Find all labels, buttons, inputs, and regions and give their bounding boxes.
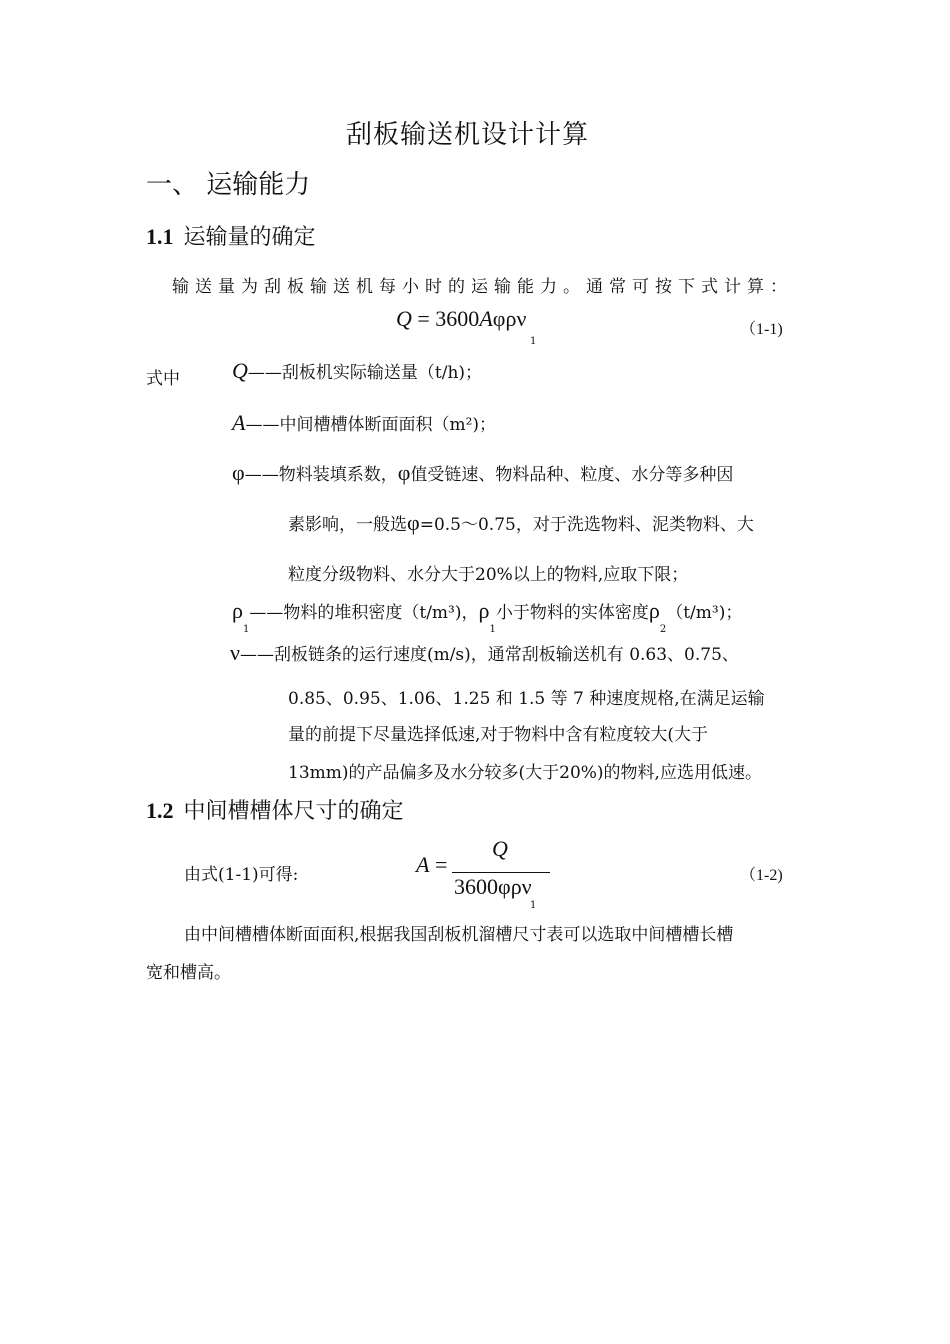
def-Q-symbol: Q [232,358,248,383]
subsection-1-2 [146,794,404,825]
def-phi-line1 [232,460,733,486]
def-phi-line2-b: =0.5～0.75，对于洗选物料、泥类物料、大 [419,515,754,535]
def-v-line2: 0.85、0.95、1.06、1.25 和 1.5 等 7 种速度规格,在满足运输 [288,689,765,709]
eq2-subscript: 1 [530,900,537,911]
def-phi-text-b: 值受链速、物料品种、粒度、水分等多种因 [410,465,734,485]
eq2-equals: = [429,852,448,877]
def-phi-line2-a: 素影响，一般选 [288,515,407,535]
def-rho-sub-2: 1 [489,624,496,635]
eq2-lead-text: 由式(1-1)可得: [184,865,299,885]
def-rho-sub-3: 2 [659,624,667,635]
def-Q-text: ——刮板机实际输送量（t/h)； [247,363,483,383]
equation-number-1-1: （1-1) [740,321,783,338]
def-rho-text-b: 小于物料的实体密度 [495,603,649,623]
def-phi-line3: 粒度分级物料、水分大于20%以上的物料,应取下限； [288,565,689,585]
subsection-number-2: 1.2 [146,798,174,823]
equation-1-1 [396,306,526,332]
where-label: 式中 [146,369,180,389]
closing-paragraph-line2: 宽和槽高。 [146,963,231,983]
closing-paragraph-line1: 由中间槽槽体断面面积,根据我国刮板机溜槽尺寸表可以选取中间槽槽长槽 [184,925,734,945]
def-phi-line2 [288,510,754,536]
def-rho [232,598,743,635]
eq2-fraction-line [452,872,550,873]
eq2-numerator: Q [492,836,508,861]
def-A-symbol: A [232,410,246,435]
def-v [230,640,739,666]
def-rho-text-a: ——物料的堆积密度（t/m³)， [249,603,479,623]
page-title: 刮板输送机设计计算 [346,120,590,150]
section-heading-1: 一、 运输能力 [146,170,311,200]
intro-paragraph: 输送量为刮板输送机每小时的运输能力。通常可按下式计算： [172,277,793,297]
eq-equals: = 3600 [411,306,480,331]
subsection-1-1 [146,220,316,251]
def-A [232,410,496,436]
eq2-lhs [416,852,447,878]
def-rho-symbol-3: ρ [648,598,660,623]
eq2-A: A [416,852,430,877]
def-rho-symbol: ρ [232,598,243,623]
def-rho-symbol-2: ρ [478,598,490,623]
def-v-line4: 13mm)的产品偏多及水分较多(大于20%)的物料,应选用低速。 [288,763,762,783]
eq-A: A [479,306,493,331]
eq-subscript: 1 [530,336,537,347]
def-A-text: ——中间槽槽体断面面积（m²)； [245,415,497,435]
def-phi-symbol-inline: φ [397,460,411,485]
def-phi-text-a: ——物料装填系数， [244,465,398,485]
def-phi-symbol-inline-2: φ [407,510,420,535]
def-phi-symbol: φ [232,460,245,485]
def-rho-sub: 1 [242,624,250,635]
def-v-line3: 量的前提下尽量选择低速,对于物料中含有粒度较大(大于 [288,725,709,745]
equation-number-1-2: （1-2) [740,867,783,884]
eq2-denominator: 3600φρν [454,874,532,899]
subsection-title: 运输量的确定 [183,225,316,250]
def-v-line1: ——刮板链条的运行速度(m/s)，通常刮板输送机有 0.63、0.75、 [239,645,739,665]
def-rho-text-c: （t/m³)； [666,603,743,623]
subsection-number: 1.1 [146,224,174,249]
subsection-title-2: 中间槽槽体尺寸的确定 [183,799,404,824]
eq-rest: φρν [492,306,527,331]
def-Q [232,358,482,384]
eq-Q: Q [396,306,412,331]
def-v-symbol: ν [230,640,240,665]
